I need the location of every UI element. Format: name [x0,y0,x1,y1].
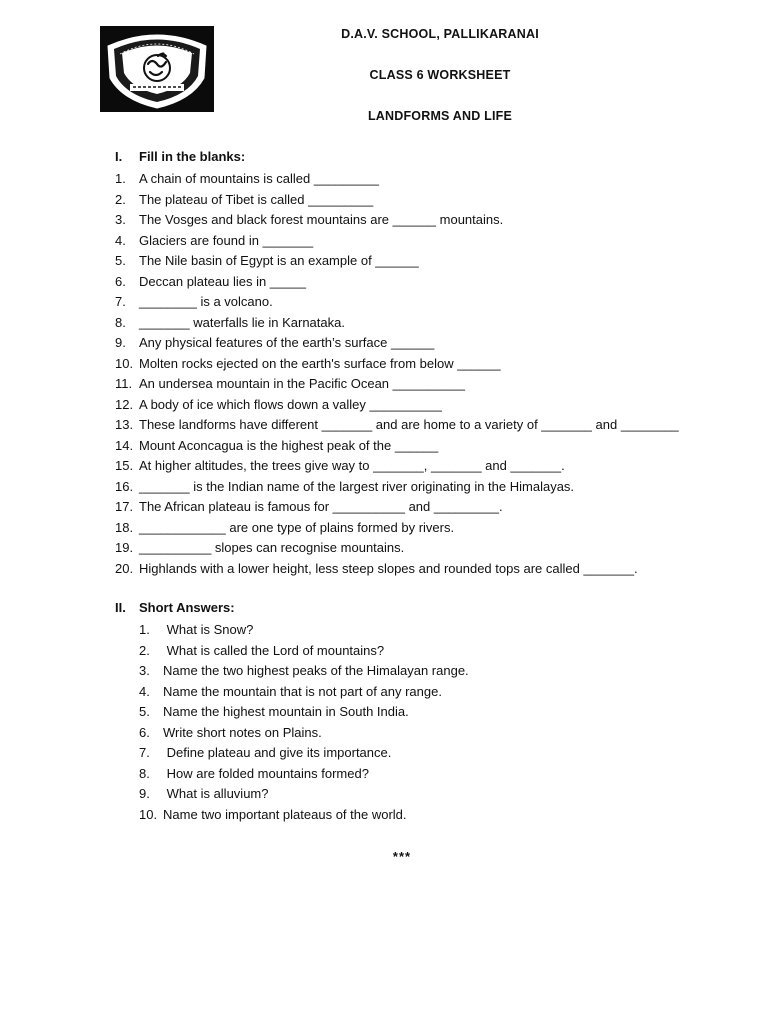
item-text: Molten rocks ejected on the earth's surface from below ______ [139,355,501,371]
item-number: 10. [139,806,158,822]
short-answers-list [139,620,469,825]
item-number: 12. [115,396,134,412]
item-number: 8. [139,765,150,781]
item-text: ____________ are one type of plains formed by rivers. [139,519,455,535]
item-number: 1. [115,171,126,186]
item-number: 2. [115,191,126,207]
item-number: 7. [139,745,150,760]
item-number: 20. [115,560,134,576]
item-number: 5. [139,704,150,719]
item-text: At higher altitudes, the trees give way to _______, _______ and _______. [139,458,565,473]
list-item [139,764,469,785]
item-text: How are folded mountains formed? [163,765,369,781]
list-item [115,190,679,211]
item-number: 7. [115,294,126,309]
section-title: Short Answers: [139,600,235,615]
item-text: Name two important plateaus of the world. [163,806,407,822]
list-item [139,702,469,723]
list-item [115,559,679,580]
item-text: The Vosges and black forest mountains are ______ mountains. [139,212,504,227]
list-item [115,395,679,416]
item-number: 9. [115,335,126,350]
school-name: D.A.V. SCHOOL, PALLIKARANAI [341,27,539,41]
item-text: A chain of mountains is called _________ [139,171,379,186]
item-number: 10. [115,355,134,371]
list-item [115,415,679,436]
section-fill-blanks-heading [115,149,245,164]
list-item [115,354,679,375]
fill-blanks-list [115,169,679,579]
item-text: ________ is a volcano. [139,294,273,309]
item-number: 6. [139,724,150,740]
list-item [115,477,679,498]
item-text: The plateau of Tibet is called _________ [139,191,374,207]
item-number: 1. [139,622,150,637]
item-text: Any physical features of the earth’s surface ______ [139,335,435,350]
school-emblem-icon [100,26,214,112]
list-item [115,251,679,272]
item-number: 17. [115,499,134,514]
item-number: 4. [139,683,150,699]
item-number: 9. [139,786,150,801]
item-text: Name the mountain that is not part of any range. [163,683,442,699]
list-item [115,272,679,293]
item-text: Highlands with a lower height, less steep slopes and rounded tops are called _______. [139,560,638,576]
item-number: 3. [139,663,150,678]
item-number: 3. [115,212,126,227]
item-text: Write short notes on Plains. [163,724,322,740]
item-number: 8. [115,314,126,330]
item-number: 14. [115,437,134,453]
item-number: 2. [139,642,150,658]
item-number: 18. [115,519,134,535]
item-text: _______ waterfalls lie in Karnataka. [139,314,345,330]
item-text: An undersea mountain in the Pacific Ocean __________ [139,376,465,391]
worksheet-class: CLASS 6 WORKSHEET [369,68,511,82]
item-number: 5. [115,253,126,268]
list-item [115,169,679,190]
section-title: Fill in the blanks: [139,149,246,164]
section-short-answers-heading [115,600,235,615]
list-item [115,456,679,477]
item-text: Deccan plateau lies in _____ [139,273,306,289]
list-item [115,518,679,539]
item-text: __________ slopes can recognise mountains. [139,540,405,555]
list-item [115,436,679,457]
end-marker: *** [392,849,412,864]
list-item [115,292,679,313]
item-text: _______ is the Indian name of the largest river originating in the Himalayas. [139,478,575,494]
list-item [139,641,469,662]
school-logo [100,26,214,112]
item-text: Name the highest mountain in South India. [163,704,409,719]
list-item [139,661,469,682]
item-text: Glaciers are found in _______ [139,232,314,248]
section-number: II. [115,600,126,615]
list-item [115,231,679,252]
list-item [115,497,679,518]
item-number: 13. [115,417,134,432]
item-text: The Nile basin of Egypt is an example of ______ [139,253,419,268]
list-item [115,538,679,559]
list-item [139,805,469,826]
item-number: 4. [115,232,126,248]
item-text: What is Snow? [163,622,254,637]
section-number: I. [115,149,123,164]
item-text: Mount Aconcagua is the highest peak of the ______ [139,437,439,453]
list-item [139,620,469,641]
item-text: These landforms have different _______ and are home to a variety of _______ and ________ [139,417,679,432]
list-item [115,313,679,334]
list-item [139,682,469,703]
item-number: 11. [115,376,133,391]
item-text: What is alluvium? [163,786,269,801]
list-item [115,374,679,395]
item-text: Define plateau and give its importance. [163,745,392,760]
list-item [139,743,469,764]
item-number: 19. [115,540,134,555]
list-item [115,333,679,354]
list-item [115,210,679,231]
list-item [139,784,469,805]
item-number: 16. [115,478,134,494]
item-text: The African plateau is famous for __________ and _________. [139,499,503,514]
item-text: Name the two highest peaks of the Himalayan range. [163,663,469,678]
worksheet-topic: LANDFORMS AND LIFE [367,109,513,123]
item-text: A body of ice which flows down a valley __________ [139,396,442,412]
item-text: What is called the Lord of mountains? [163,642,385,658]
item-number: 15. [115,458,134,473]
list-item [139,723,469,744]
item-number: 6. [115,273,126,289]
